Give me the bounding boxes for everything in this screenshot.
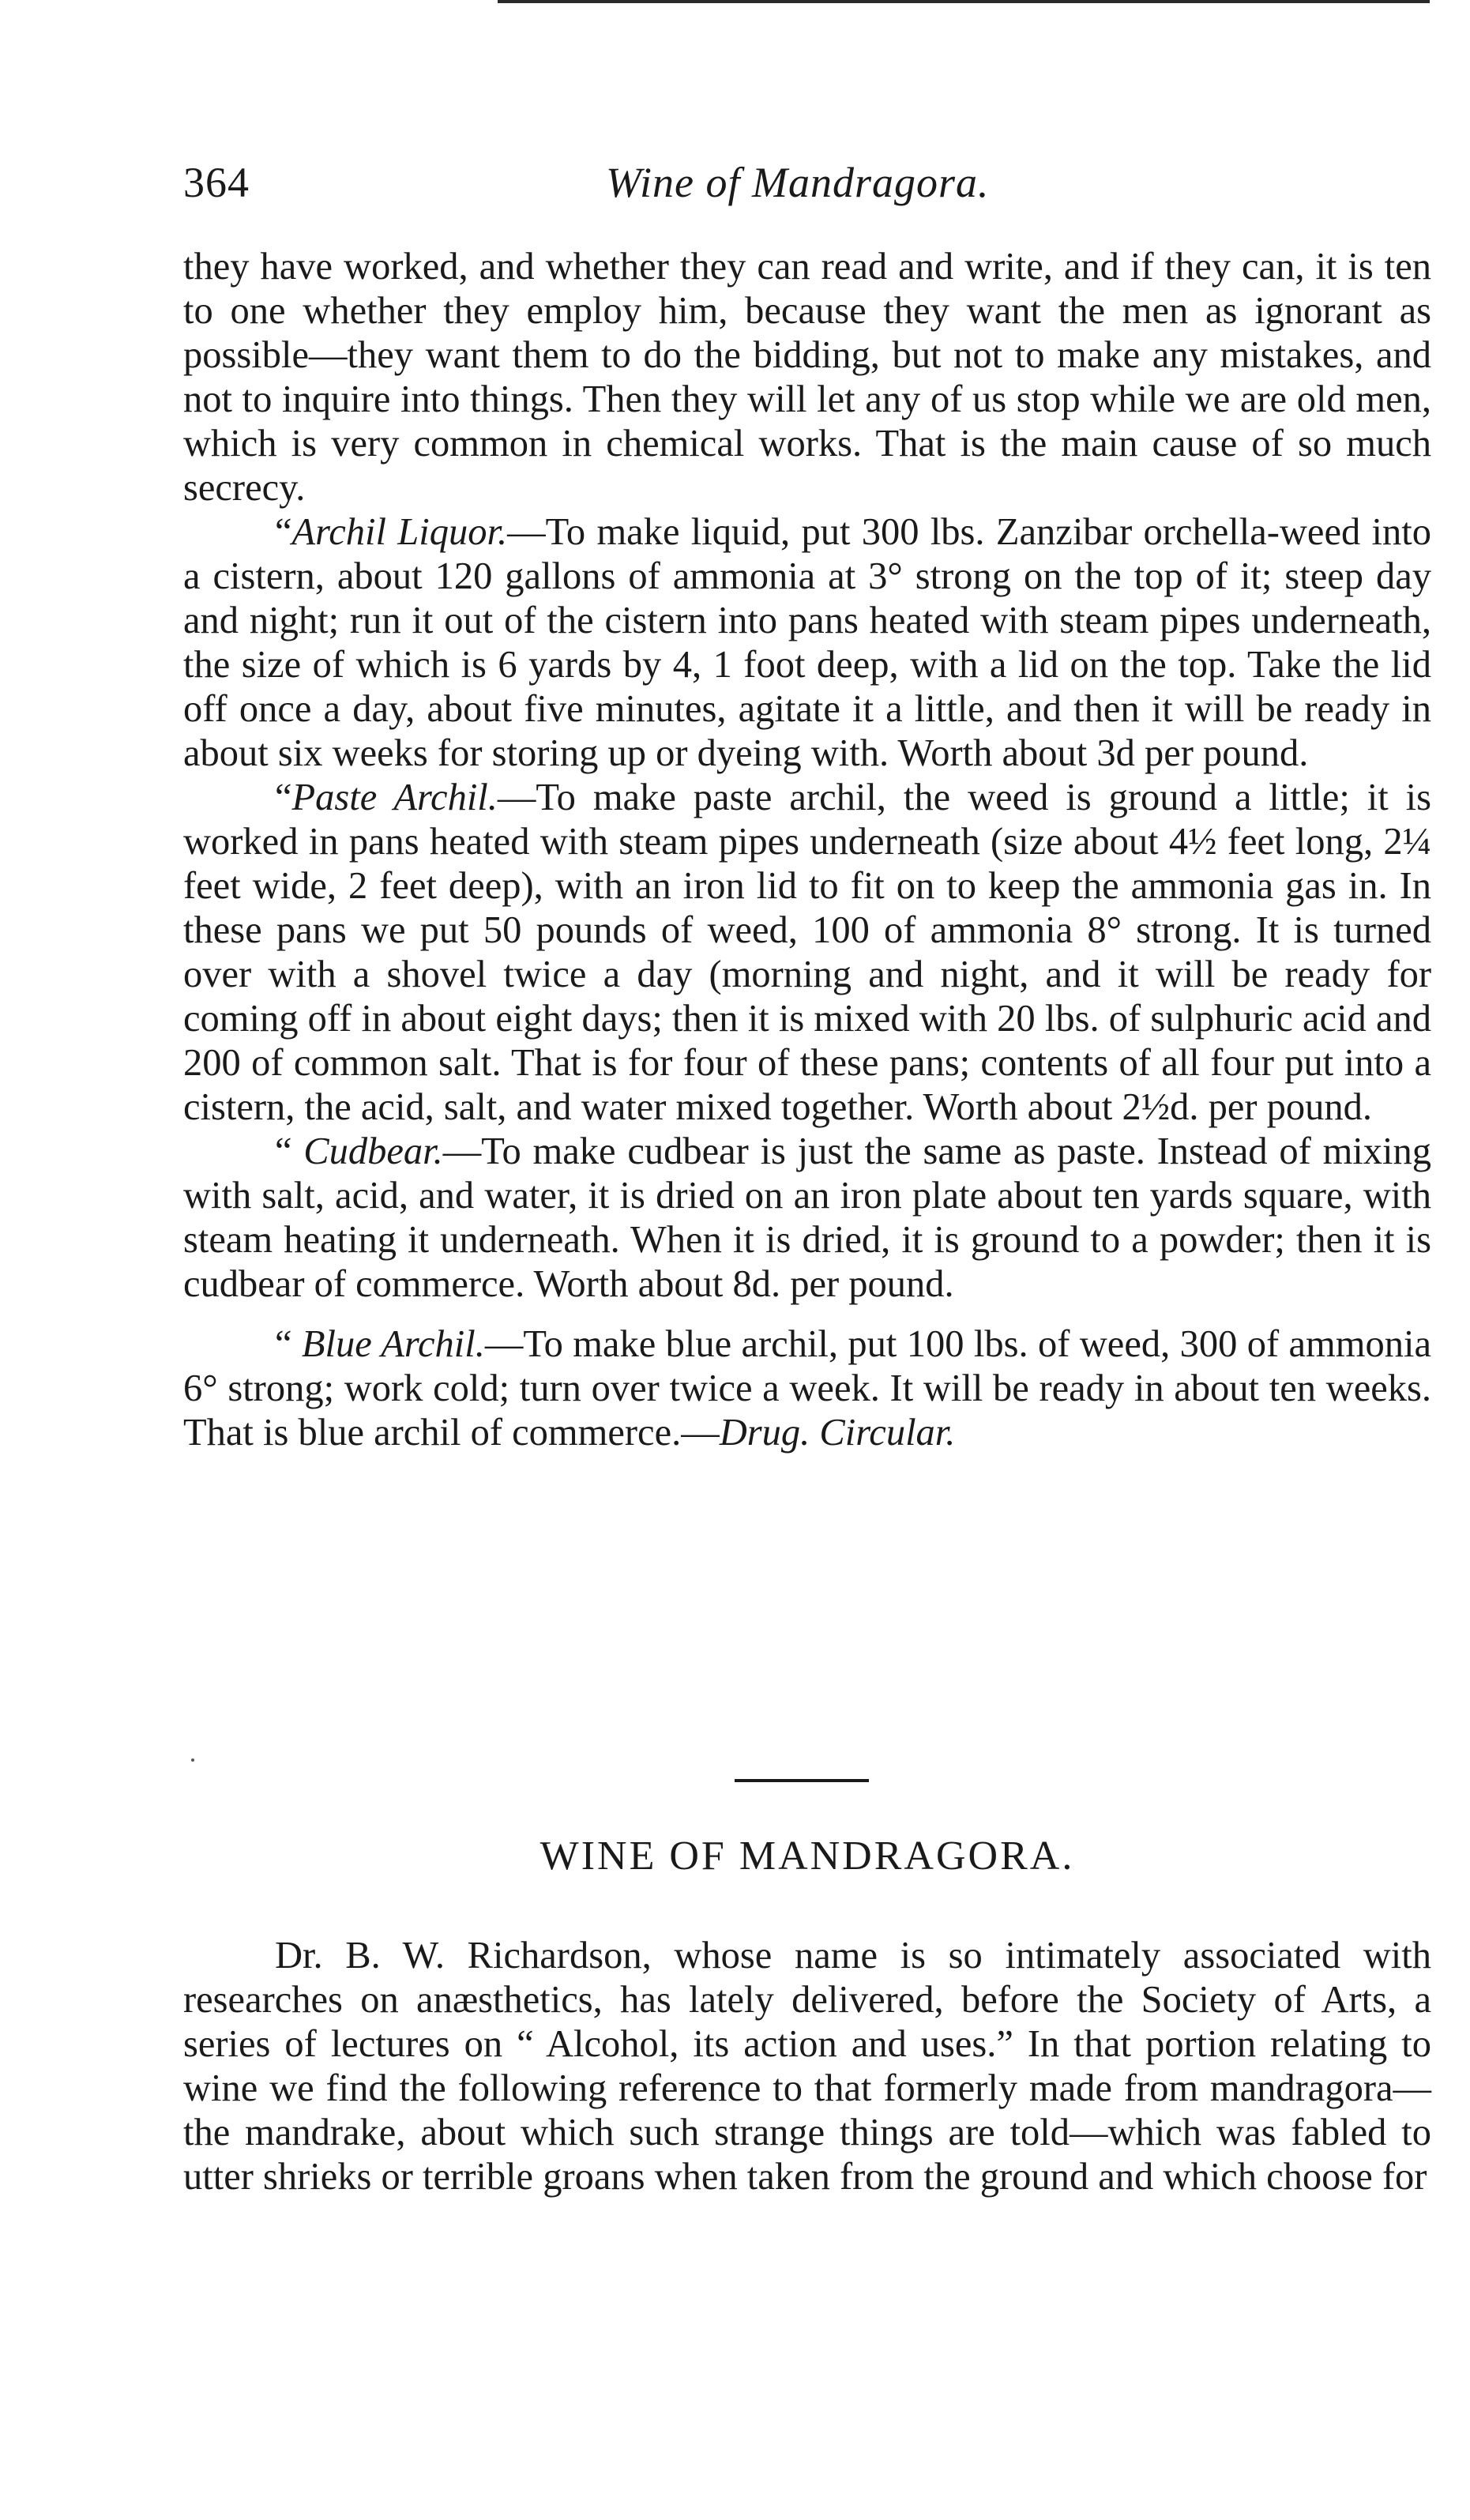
running-title: Wine of Mandragora. <box>606 159 990 206</box>
paragraph-continuation: they have worked, and whether they can read and write, and if they can, it is ten to one whether they employ him, because they want the men as ignorant as possible—they want them to do the bidding, but not to make any mistakes, and not to inquire into things. Then they will let any of us stop while we are old men, which is very common in chemical works. That is the main cause of so much secrecy. <box>183 246 1431 509</box>
open-quote: “ <box>275 777 292 818</box>
stray-mark <box>191 1758 194 1762</box>
recipe-heading-blue-archil: Blue Archil. <box>301 1323 485 1365</box>
open-quote: “ <box>275 511 292 553</box>
paragraph-archil-liquor <box>183 510 1431 776</box>
article-body <box>183 245 1431 1455</box>
section-body <box>183 1934 1431 2199</box>
section-title: WINE OF MANDRAGORA. <box>540 1834 1075 1879</box>
running-head <box>183 158 1431 221</box>
source-citation: Drug. Circular. <box>719 1412 956 1454</box>
open-quote: “ <box>275 1130 304 1172</box>
recipe-heading-archil-liquor: Archil Liquor. <box>291 511 508 553</box>
recipe-text-archil-liquor: —To make liquid, put 300 lbs. Zanzibar orchella-weed into a cistern, about 120 gallons of ammonia at 3° strong on the top of it; steep day and night; run it out of the cistern into pans heated with steam pipes underneath, the size of which is 6 yards by 4, 1 foot deep, with a lid on the top. Take the lid off once a day, about five minutes, agitate it a little, and then it will be ready in about six weeks for storing up or dyeing with. Worth about 3d per pound. <box>183 511 1431 774</box>
recipe-text-blue-archil: —To make blue archil, put 100 lbs. of weed, 300 of ammonia 6° strong; work cold; turn over twice a week. It will be ready in about ten weeks. That is blue archil of commerce.— <box>183 1323 1431 1454</box>
paragraph-blue-archil <box>183 1322 1431 1455</box>
open-quote: “ <box>275 1323 302 1365</box>
paragraph-paste-archil <box>183 776 1431 1130</box>
recipe-heading-cudbear: Cudbear. <box>303 1130 443 1172</box>
paragraph-cudbear <box>183 1130 1431 1307</box>
top-rule <box>498 0 1430 3</box>
paragraph-mandragora: Dr. B. W. Richardson, whose name is so intimately associated with researches on anæsthetics, has lately delivered, before the Society of Arts, a series of lectures on “ Alcohol, its action and uses.” In that portion relating to wine we find the following reference to that formerly made from mandragora—the mandrake, about which such strange things are told—which was fabled to utter shrieks or terrible groans when taken from the ground and which choose for <box>183 1935 1431 2198</box>
recipe-text-cudbear: —To make cudbear is just the same as paste. Instead of mixing with salt, acid, and water, it is dried on an iron plate about ten yards square, with steam heating it underneath. When it is dried, it is ground to a powder; then it is cudbear of commerce. Worth about 8d. per pound. <box>183 1130 1432 1305</box>
recipe-heading-paste-archil: Paste Archil. <box>291 777 498 818</box>
page-number: 364 <box>183 159 250 206</box>
section-divider <box>735 1779 869 1782</box>
recipe-text-paste-archil: —To make paste archil, the weed is ground a little; it is worked in pans heated with steam pipes underneath (size about 4½ feet long, 2¼ feet wide, 2 feet deep), with an iron lid to fit on to keep the ammonia gas in. In these pans we put 50 pounds of weed, 100 of ammonia 8° strong. It is turned over with a shovel twice a day (morning and night, and it will be ready for coming off in about eight days; then it is mixed with 20 lbs. of sulphuric acid and 200 of common salt. That is for four of these pans; contents of all four put into a cistern, the acid, salt, and water mixed together. Worth about 2½d. per pound. <box>183 777 1431 1128</box>
